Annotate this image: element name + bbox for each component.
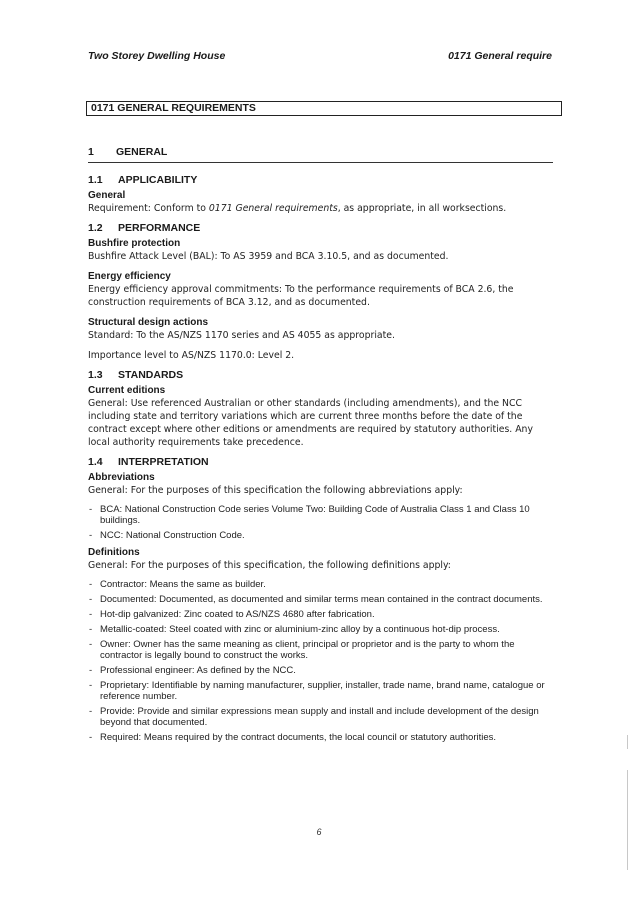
list-item: - Hot-dip galvanized: Zinc coated to AS/NZS 4680 after fabrication. xyxy=(88,609,553,620)
clause-heading-definitions: Definitions xyxy=(88,547,140,558)
clause-text-general xyxy=(88,202,553,215)
subsection-number: 1.4 xyxy=(88,456,103,468)
clause-text-importance: Importance level to AS/NZS 1170.0: Level 2. xyxy=(88,350,295,361)
list-item: - BCA: National Construction Code series Volume Two: Building Code of Australia Class 1 and Class 10 buildings. xyxy=(88,504,553,526)
clause-text-current-editions: General: Use referenced Australian or other standards (including amendments), and the NCC including state and territory variations which are current three months before the date of the contract except where other editions or amendments are required by statutory authorities. Any local authority requirements take precedence. xyxy=(88,398,533,448)
definitions-list xyxy=(88,579,553,743)
clause-heading-energy: Energy efficiency xyxy=(88,271,171,282)
subsection-title: PERFORMANCE xyxy=(118,222,201,234)
clause-heading-bushfire: Bushfire protection xyxy=(88,238,181,249)
subsection-heading-applicability xyxy=(88,174,553,186)
subsection-title: INTERPRETATION xyxy=(118,456,209,468)
list-item: - Provide: Provide and similar expressions mean supply and install and include development of the design beyond that documented. xyxy=(88,706,553,728)
clause-text-abbreviations: General: For the purposes of this specification the following abbreviations apply: xyxy=(88,485,463,496)
subsection-number: 1.1 xyxy=(88,174,103,186)
list-item: - Metallic-coated: Steel coated with zinc or aluminium-zinc alloy by a continuous hot-dip process. xyxy=(88,624,553,635)
text-segment: , as appropriate, in all worksections. xyxy=(337,203,507,214)
header-right-title: 0171 General require xyxy=(448,50,552,62)
list-item: - NCC: National Construction Code. xyxy=(88,530,553,541)
list-item: - Proprietary: Identifiable by naming manufacturer, supplier, installer, trade name, brand name, catalogue or reference number. xyxy=(88,680,553,702)
text-segment: Requirement: Conform to xyxy=(88,203,209,214)
clause-heading-general: General xyxy=(88,190,126,201)
scan-artifact-mark xyxy=(627,735,628,749)
header-left-title: Two Storey Dwelling House xyxy=(88,50,226,62)
document-body xyxy=(88,146,553,748)
list-item: - Required: Means required by the contract documents, the local council or statutory authorities. xyxy=(88,732,553,743)
subsection-number: 1.3 xyxy=(88,369,103,381)
section-title: GENERAL xyxy=(116,146,168,158)
scan-artifact-mark xyxy=(627,770,628,870)
subsection-heading-standards xyxy=(88,369,553,381)
clause-text-bushfire: Bushfire Attack Level (BAL): To AS 3959 and BCA 3.10.5, and as documented. xyxy=(88,251,449,262)
subsection-number: 1.2 xyxy=(88,222,103,234)
clause-heading-abbreviations: Abbreviations xyxy=(88,472,155,483)
list-item: - Professional engineer: As defined by the NCC. xyxy=(88,665,553,676)
list-item: - Contractor: Means the same as builder. xyxy=(88,579,553,590)
worksection-title-box: 0171 GENERAL REQUIREMENTS xyxy=(86,101,562,116)
subsection-title: APPLICABILITY xyxy=(118,174,198,186)
clause-heading-current-editions: Current editions xyxy=(88,385,166,396)
clause-heading-structural: Structural design actions xyxy=(88,317,209,328)
list-item: - Owner: Owner has the same meaning as client, principal or proprietor and is the party to whom the contractor is legally bound to construct the works. xyxy=(88,639,553,661)
section-heading xyxy=(88,146,553,163)
list-item: - Documented: Documented, as documented and similar terms mean contained in the contract documents. xyxy=(88,594,553,605)
clause-text-definitions: General: For the purposes of this specification, the following definitions apply: xyxy=(88,560,451,571)
clause-text-structural: Standard: To the AS/NZS 1170 series and AS 4055 as appropriate. xyxy=(88,330,395,341)
subsection-title: STANDARDS xyxy=(118,369,184,381)
page-number: 6 xyxy=(316,827,322,837)
abbreviations-list xyxy=(88,504,553,541)
subsection-heading-interpretation xyxy=(88,456,553,468)
section-number: 1 xyxy=(88,146,94,158)
italic-reference: 0171 General requirements xyxy=(208,203,338,214)
clause-text-energy: Energy efficiency approval commitments: To the performance requirements of BCA 2.6, the construction requirements of BCA 3.12, and as documented. xyxy=(88,284,514,308)
subsection-heading-performance xyxy=(88,222,553,234)
